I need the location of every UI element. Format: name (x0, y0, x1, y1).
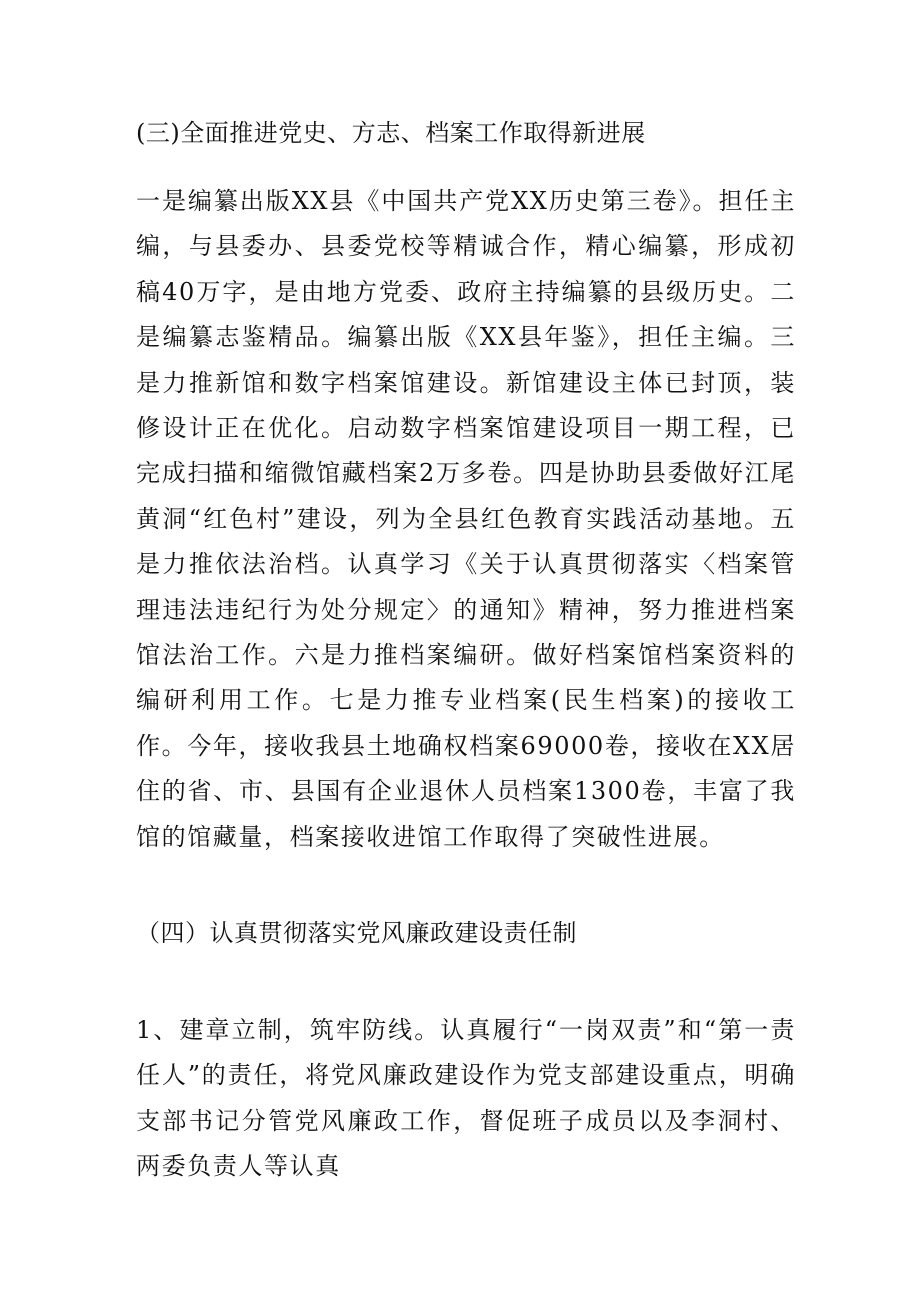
section-heading-4: （四）认真贯彻落实党风廉政建设责任制 (136, 919, 577, 947)
section-heading-3: (三)全面推进党史、方志、档案工作取得新进展 (136, 119, 646, 147)
section-4-paragraph: 1、建章立制，筑牢防线。认真履行“一岗双责”和“第一责任人”的责任，将党风廉政建设作为党支部建设重点，明确支部书记分管党风廉政工作，督促班子成员以及李洞村、两委负责人等认真 (136, 1016, 796, 1181)
section-3-paragraph: 一是编纂出版XX县《中国共产党XX历史第三卷》。担任主编，与县委办、县委党校等精诚合作，精心编纂，形成初稿40万字，是由地方党委、政府主持编纂的县级历史。二是编纂志鉴精品。编纂出版《XX县年鉴》，担任主编。三是力推新馆和数字档案馆建设。新馆建设主体已封顶，装修设计正在优化。启动数字档案馆建设项目一期工程，已完成扫描和缩微馆藏档案2万多卷。四是协助县委做好江尾黄洞“红色村”建设，列为全县红色教育实践活动基地。五是力推依法治档。认真学习《关于认真贯彻落实〈档案管理违法违纪行为处分规定〉的通知》精神，努力推进档案馆法治工作。六是力推档案编研。做好档案馆档案资料的编研利用工作。七是力推专业档案(民生档案)的接收工作。今年，接收我县土地确权档案69000卷，接收在XX居住的省、市、县国有企业退休人员档案1300卷，丰富了我馆的馆藏量，档案接收进馆工作取得了突破性进展。 (136, 187, 796, 851)
